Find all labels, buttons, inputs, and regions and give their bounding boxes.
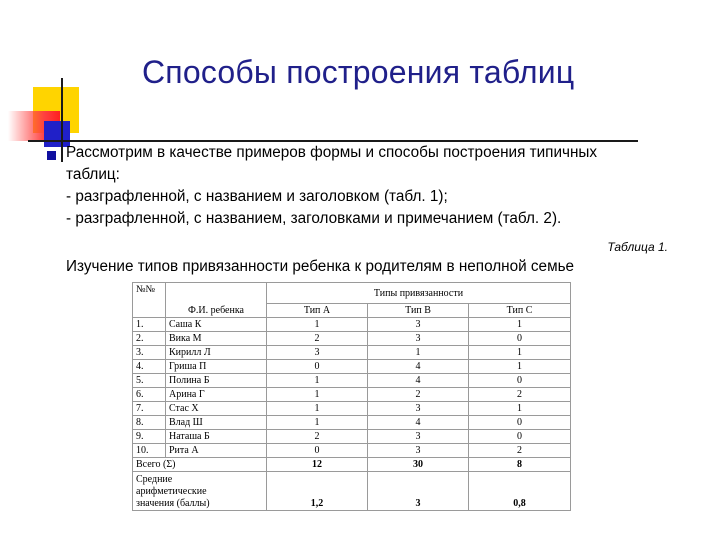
cell-name: Стас Х — [166, 402, 267, 416]
cell-num: 9. — [133, 430, 166, 444]
header-num: №№ — [133, 283, 166, 318]
intro-line: Рассмотрим в качестве примеров формы и способы построения типичных — [66, 144, 598, 161]
cell-c: 1 — [469, 402, 571, 416]
table-header-row-1 — [133, 283, 571, 304]
cell-name: Наташа Б — [166, 430, 267, 444]
cell-c: 1 — [469, 318, 571, 332]
header-name: Ф.И. ребенка — [166, 283, 267, 318]
intro-text — [66, 142, 706, 230]
table-row — [133, 346, 571, 360]
cell-b: 3 — [368, 444, 469, 458]
header-type-a: Тип А — [267, 304, 368, 318]
vertical-rule — [61, 78, 63, 162]
cell-c: 0 — [469, 430, 571, 444]
bullet-icon — [47, 151, 56, 160]
cell-c: 0 — [469, 332, 571, 346]
cell-name: Вика М — [166, 332, 267, 346]
cell-name: Полина Б — [166, 374, 267, 388]
average-a: 1,2 — [267, 472, 368, 511]
cell-c: 2 — [469, 444, 571, 458]
table-row — [133, 416, 571, 430]
cell-a: 0 — [267, 360, 368, 374]
table-row — [133, 388, 571, 402]
total-label: Всего (Σ) — [133, 458, 267, 472]
cell-num: 2. — [133, 332, 166, 346]
cell-c: 1 — [469, 360, 571, 374]
cell-a: 3 — [267, 346, 368, 360]
cell-name: Арина Г — [166, 388, 267, 402]
average-b: 3 — [368, 472, 469, 511]
cell-name: Кирилл Л — [166, 346, 267, 360]
table-row — [133, 360, 571, 374]
cell-a: 2 — [267, 430, 368, 444]
cell-a: 1 — [267, 318, 368, 332]
cell-num: 10. — [133, 444, 166, 458]
slide-title: Способы построения таблиц — [142, 54, 575, 90]
table-body — [133, 318, 571, 458]
cell-a: 2 — [267, 332, 368, 346]
cell-b: 2 — [368, 388, 469, 402]
cell-b: 4 — [368, 374, 469, 388]
table-row — [133, 374, 571, 388]
cell-num: 4. — [133, 360, 166, 374]
average-label-line: Средние — [136, 474, 173, 485]
total-a: 12 — [267, 458, 368, 472]
cell-num: 8. — [133, 416, 166, 430]
cell-c: 2 — [469, 388, 571, 402]
cell-b: 3 — [368, 318, 469, 332]
cell-b: 3 — [368, 402, 469, 416]
cell-c: 0 — [469, 374, 571, 388]
cell-name: Рита А — [166, 444, 267, 458]
header-type-b: Тип В — [368, 304, 469, 318]
intro-line: - разграфленной, с названием и заголовком (табл. 1); — [66, 188, 448, 205]
cell-a: 0 — [267, 444, 368, 458]
cell-name: Влад Ш — [166, 416, 267, 430]
cell-num: 1. — [133, 318, 166, 332]
average-c: 0,8 — [469, 472, 571, 511]
cell-num: 3. — [133, 346, 166, 360]
average-label — [133, 472, 267, 511]
cell-name: Гриша П — [166, 360, 267, 374]
cell-b: 4 — [368, 360, 469, 374]
average-label-line: значения (баллы) — [136, 498, 210, 509]
table-row — [133, 402, 571, 416]
cell-b: 3 — [368, 430, 469, 444]
cell-a: 1 — [267, 416, 368, 430]
cell-a: 1 — [267, 388, 368, 402]
table-row — [133, 444, 571, 458]
table-caption: Таблица 1. — [607, 240, 668, 254]
header-group: Типы привязанности — [267, 283, 571, 304]
cell-b: 1 — [368, 346, 469, 360]
cell-a: 1 — [267, 402, 368, 416]
average-label-line: арифметические — [136, 486, 207, 497]
cell-name: Саша К — [166, 318, 267, 332]
intro-line: - разграфленной, с названием, заголовками и примечанием (табл. 2). — [66, 210, 562, 227]
header-type-c: Тип С — [469, 304, 571, 318]
total-b: 30 — [368, 458, 469, 472]
total-c: 8 — [469, 458, 571, 472]
cell-c: 1 — [469, 346, 571, 360]
cell-num: 5. — [133, 374, 166, 388]
table-row — [133, 430, 571, 444]
cell-num: 6. — [133, 388, 166, 402]
data-table — [132, 282, 571, 511]
cell-b: 3 — [368, 332, 469, 346]
total-row — [133, 458, 571, 472]
cell-c: 0 — [469, 416, 571, 430]
table-row — [133, 318, 571, 332]
cell-num: 7. — [133, 402, 166, 416]
average-row — [133, 472, 571, 511]
intro-line: таблиц: — [66, 166, 120, 183]
table-row — [133, 332, 571, 346]
cell-b: 4 — [368, 416, 469, 430]
cell-a: 1 — [267, 374, 368, 388]
table-title: Изучение типов привязанности ребенка к родителям в неполной семье — [66, 258, 575, 275]
